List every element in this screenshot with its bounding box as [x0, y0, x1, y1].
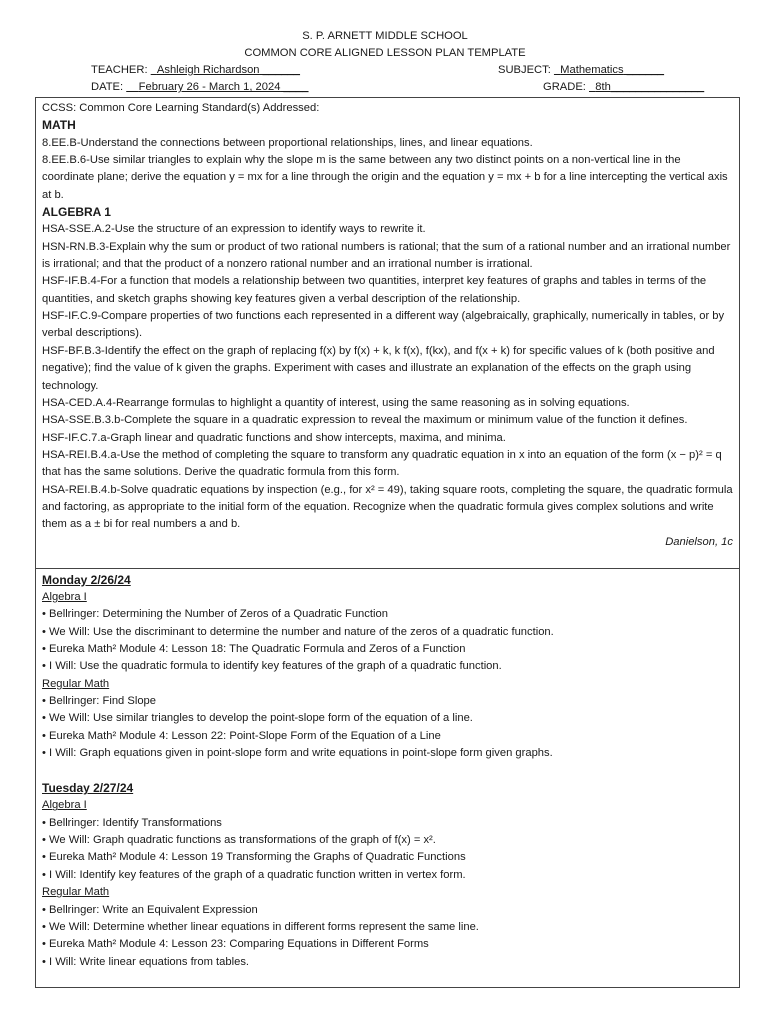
- standard-item: 8.EE.B-Understand the connections between proportional relationships, lines, and linear equations.: [42, 136, 533, 149]
- grade-value: 8th_______________: [595, 81, 705, 93]
- daily-plan-box: [35, 568, 740, 988]
- plan-item: • Eureka Math² Module 4: Lesson 23: Comparing Equations in Different Forms: [42, 938, 429, 951]
- grade-label: GRADE:: [543, 81, 586, 93]
- course-heading: Regular Math: [42, 886, 110, 899]
- teacher-subject-row: [0, 62, 770, 79]
- course-heading: Algebra I: [42, 591, 87, 603]
- subject-label: SUBJECT:: [498, 64, 551, 76]
- danielson-reference: Danielson, 1c: [665, 535, 733, 548]
- course-heading: Algebra I: [42, 799, 87, 812]
- plan-item: • Bellringer: Identify Transformations: [42, 816, 222, 829]
- algebra-heading: ALGEBRA 1: [42, 205, 111, 220]
- standard-item: HSF-BF.B.3-Identify the effect on the graph of replacing f(x) by f(x) + k, k f(x), f(kx), and f(x + k) for specific values of k (both positive and negative); find the value of k given the graphs. Experiment with cases and illustrate an explanation of the effects on the graph using technology.: [42, 344, 715, 392]
- date-grade-row: [0, 79, 770, 96]
- plan-item: • Eureka Math² Module 4: Lesson 19 Transforming the Graphs of Quadratic Functions: [42, 851, 466, 864]
- plan-item: • Bellringer: Write an Equivalent Expression: [42, 903, 258, 916]
- school-name: S. P. ARNETT MIDDLE SCHOOL: [302, 30, 468, 42]
- date-field: [91, 79, 308, 96]
- standard-item: HSA-CED.A.4-Rearrange formulas to highlight a quantity of interest, using the same reasoning as in solving equations.: [42, 396, 630, 409]
- math-heading: MATH: [42, 118, 76, 133]
- document-header: [0, 28, 770, 96]
- date-value: February 26 - March 1, 2024 ____: [138, 81, 309, 93]
- standard-item: HSA-REI.B.4.a-Use the method of completing the square to transform any quadratic equation in x into an equation of the form (x − p)² = q that has the same solutions. Derive the quadratic formula from this form.: [42, 448, 722, 479]
- standard-item: HSN-RN.B.3-Explain why the sum or product of two rational numbers is rational; that the sum of a rational number and an irrational number is irrational; and that the product of a nonzero rational number and an irrational number is irrational.: [42, 240, 731, 271]
- standards-box: [35, 97, 740, 569]
- plan-item: • I Will: Identify key features of the graph of a quadratic function written in vertex form.: [42, 868, 466, 881]
- teacher-label: TEACHER:: [91, 64, 148, 76]
- plan-item: • I Will: Use the quadratic formula to identify key features of the graph of a quadratic function.: [42, 660, 502, 673]
- spacer: [42, 762, 733, 779]
- algebra-standards: [42, 221, 733, 533]
- standard-item: HSF-IF.C.7.a-Graph linear and quadratic functions and show intercepts, maxima, and minima.: [42, 431, 506, 444]
- plan-item: • We Will: Determine whether linear equations in different forms represent the same line.: [42, 920, 479, 933]
- teacher-field: [91, 62, 300, 79]
- standard-item: HSF-IF.B.4-For a function that models a relationship between two quantities, interpret key features of graphs and tables in terms of the quantities, and sketch graphs showing key features given a verbal description of the relationship.: [42, 275, 707, 305]
- plan-item: • Eureka Math² Module 4: Lesson 18: The Quadratic Formula and Zeros of a Function: [42, 643, 466, 656]
- course-heading: Regular Math: [42, 677, 110, 690]
- day-heading: Monday 2/26/24: [42, 573, 131, 587]
- standard-item: HSF-IF.C.9-Compare properties of two functions each represented in a different way (algebraically, graphically, numerically in tables, or by verbal descriptions).: [42, 310, 725, 340]
- grade-field: [543, 79, 704, 96]
- teacher-value: Ashleigh Richardson ______: [156, 64, 300, 76]
- plan-item: • I Will: Graph equations given in point-slope form and write equations in point-slope form given graphs.: [42, 747, 553, 760]
- standards-intro: CCSS: Common Core Learning Standard(s) Addressed:: [42, 102, 320, 114]
- plan-item: • We Will: Use similar triangles to develop the point-slope form of the equation of a line.: [42, 712, 473, 725]
- plan-item: • We Will: Use the discriminant to determine the number and nature of the zeros of a quadratic function.: [42, 625, 554, 638]
- date-label: DATE:: [91, 81, 124, 93]
- plan-item: • We Will: Graph quadratic functions as transformations of the graph of f(x) = x².: [42, 834, 436, 847]
- standard-item: HSA-SSE.B.3.b-Complete the square in a quadratic expression to reveal the maximum or minimum value of the function it defines.: [42, 414, 688, 427]
- day-heading: Tuesday 2/27/24: [42, 781, 134, 796]
- subject-field: [498, 62, 664, 79]
- template-title: COMMON CORE ALIGNED LESSON PLAN TEMPLATE: [244, 47, 526, 59]
- standard-item: HSA-SSE.A.2-Use the structure of an expression to identify ways to rewrite it.: [42, 223, 426, 236]
- plan-item: • Bellringer: Determining the Number of Zeros of a Quadratic Function: [42, 608, 388, 621]
- plan-item: • Bellringer: Find Slope: [42, 695, 156, 708]
- plan-item: • I Will: Write linear equations from tables.: [42, 955, 250, 968]
- standard-item: HSA-REI.B.4.b-Solve quadratic equations by inspection (e.g., for x² = 49), taking square roots, completing the square, the quadratic formula and factoring, as appropriate to the initial form of the equation. Recognize when the quadratic formula gives complex solutions and write them as a ± bi for real numbers a and b.: [42, 483, 733, 531]
- standard-item: 8.EE.B.6-Use similar triangles to explain why the slope m is the same between any two distinct points on a non-vertical line in the coordinate plane; derive the equation y = mx for a line through the origin and the equation y = mx + b for a line intercepting the vertical axis at b.: [42, 154, 728, 201]
- subject-value: Mathematics ______: [560, 64, 665, 76]
- math-standards: [42, 135, 733, 204]
- plan-item: • Eureka Math² Module 4: Lesson 22: Point-Slope Form of the Equation of a Line: [42, 729, 441, 742]
